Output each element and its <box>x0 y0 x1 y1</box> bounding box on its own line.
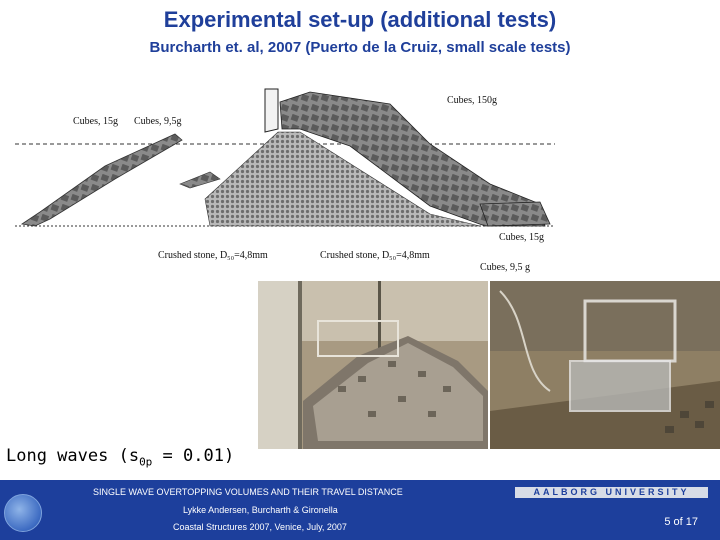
label-crushed-stone-left: Crushed stone, D₅₀=4,8mm <box>158 250 268 261</box>
label-cubes-95g-top: Cubes, 9,5g <box>134 116 182 127</box>
label-cubes-150g: Cubes, 150g <box>447 95 497 106</box>
cross-section-drawing <box>10 84 560 279</box>
slide-title: Experimental set-up (additional tests) <box>163 7 557 32</box>
label-cubes-95g-bottom: Cubes, 9,5 g <box>480 262 530 273</box>
footer-conference: Coastal Structures 2007, Venice, July, 2007 <box>173 522 347 532</box>
label-crushed-stone-mid: Crushed stone, D₅₀=4,8mm <box>320 250 430 261</box>
label-cubes-15g-right: Cubes, 15g <box>499 232 544 243</box>
conference-logo-icon <box>4 494 42 532</box>
university-logo: AALBORG UNIVERSITY <box>515 487 708 498</box>
slide-number: 5 of 17 <box>664 516 698 528</box>
footer-authors: Lykke Andersen, Burcharth & Gironella <box>183 505 338 515</box>
wave-condition-caption: Long waves $(s_{0p} = 0.01)$ <box>6 446 235 469</box>
cross-section-diagram <box>10 84 560 279</box>
footer-paper-title: SINGLE WAVE OVERTOPPING VOLUMES AND THEIR TRAVEL DISTANCE <box>93 487 403 497</box>
slide-subtitle: Burcharth et. al, 2007 (Puerto de la Cruiz, small scale tests) <box>149 39 571 56</box>
label-cubes-15g-left: Cubes, 15g <box>73 116 118 127</box>
photo-flume-model <box>258 281 488 449</box>
photo-overtopping-tray <box>490 281 720 449</box>
